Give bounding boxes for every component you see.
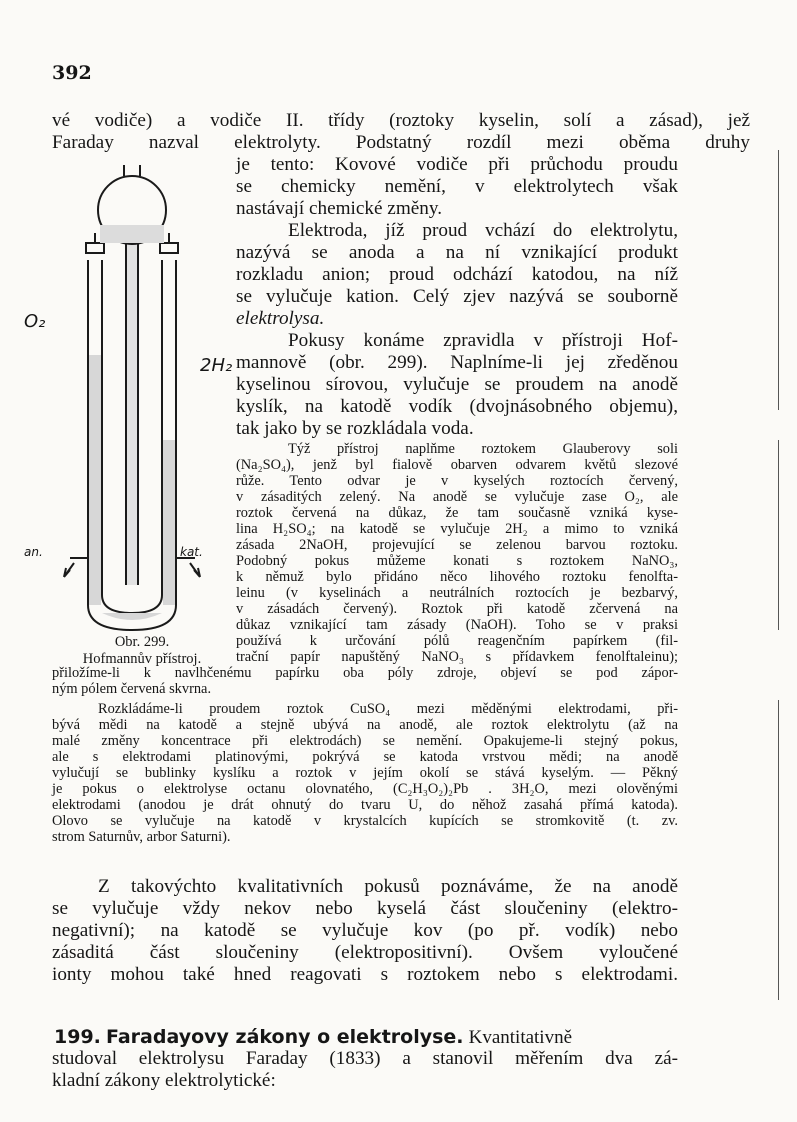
- smallprint-line: používá k určování pólů reagenčním papírkem (fil-: [236, 633, 678, 649]
- text-line: kladní zákony elektrolytické:: [52, 1070, 276, 1091]
- section-heading-tail: Kvantitativně: [468, 1027, 573, 1048]
- margin-mark: [778, 150, 779, 410]
- smallprint-line: růže. Tento odvar je v kyselých roztocích červený,: [236, 473, 678, 489]
- smallprint-line: k němuž bylo přidáno něco lihového roztoku fenolfta-: [236, 569, 678, 585]
- smallprint-line: Podobný pokus můžeme konati s roztokem NaNO₃,: [236, 553, 678, 569]
- text-line: Pokusy konáme zpravidla v přístroji Hof-: [288, 330, 678, 351]
- smallprint-line: bývá mědi na katodě a stejně ubývá na anodě, ale roztok elektrolytu (až na: [52, 717, 678, 733]
- smallprint-line: elektrodami (anodou je drát ohnutý do tvaru U, do něhož zasahá přímá katoda).: [52, 797, 678, 813]
- smallprint-line: důkaz vznikající tam zásady (NaOH). Toho se v praksi: [236, 617, 678, 633]
- text-line: tak jako by se rozkládala voda.: [236, 418, 474, 439]
- text-line: Faraday nazval elektrolyty. Podstatný rozdíl mezi oběma druhy: [52, 132, 750, 153]
- smallprint-line: v zásadách červený). Roztok při katodě zčervená na: [236, 601, 678, 617]
- smallprint-line: lina H₂SO₄; na katodě se vylučuje 2H₂ a mimo to vzniká: [236, 521, 678, 537]
- text-line: kyslík, na katodě vodík (dvojnásobného objemu),: [236, 396, 678, 417]
- text-line: kyselinou sírovou, vylučuje se proudem na anodě: [236, 374, 678, 395]
- text-line: se vylučuje kation. Celý zjev nazývá se souborně: [236, 286, 678, 307]
- smallprint-line: (Na₂SO₄), jenž byl fialově obarven odvarem květů slezové: [236, 457, 678, 473]
- text-line: negativní); na katodě se vylučuje kov (po př. vodík) nebo: [52, 920, 678, 941]
- text-line: studoval elektrolysu Faraday (1833) a stanovil měřením dva zá-: [52, 1048, 678, 1069]
- label-hydrogen: 2H₂: [200, 355, 233, 376]
- text-line: nastávají chemické změny.: [236, 198, 442, 219]
- anode-arrow: [64, 563, 74, 577]
- cathode-arrow: [190, 563, 200, 577]
- smallprint-line: malé změny koncentrace při elektrodách) se nemění. Opakujeme-li stejný pokus,: [52, 733, 678, 749]
- section-heading: [54, 1026, 744, 1049]
- smallprint-line: přiložíme-li k navlhčenému papírku oba póly zdroje, objeví se pod zápor-: [52, 665, 678, 681]
- smallprint-line: leinu (v kyselinách a neutrálních roztocích je bezbarvý,: [236, 585, 678, 601]
- smallprint-line: trační papír napuštěný NaNO₃ s přídavkem fenolftaleinu);: [236, 649, 678, 665]
- hofmann-apparatus-figure: [24, 165, 233, 640]
- smallprint-line: Olovo se vylučuje na katodě v krystalcích kupících se stromkovitě (t. zv.: [52, 813, 678, 829]
- label-cathode: kat.: [180, 545, 203, 559]
- section-number: 199.: [54, 1026, 101, 1048]
- smallprint-line: Týž přístroj naplňme roztokem Glauberovy soli: [288, 441, 678, 457]
- section-title: Faradayovy zákony o elektrolyse.: [105, 1026, 464, 1048]
- smallprint-line: vylučují se bublinky kyslíku a roztok v jejím okolí se stává kyselým. — Pěkný: [52, 765, 678, 781]
- figure-caption-number: Obr. 299.: [114, 634, 170, 650]
- text-line: ionty mohou také hned reagovati s roztokem nebo s elektrodami.: [52, 964, 678, 985]
- figure-caption-title: Hofmannův přístroj.: [82, 651, 202, 667]
- smallprint-line: ale s elektrodami platinovými, pokrývá se katoda vrstvou mědi; na anodě: [52, 749, 678, 765]
- text-line: se chemicky nemění, v elektrolytech však: [236, 176, 678, 197]
- text-line: vé vodiče) a vodiče II. třídy (roztoky kyselin, solí a zásad), jež: [52, 110, 750, 131]
- figure-caption: [52, 634, 232, 668]
- text-line: elektrolysa.: [236, 308, 325, 329]
- smallprint-line: v zásaditých zelený. Na anodě se vylučuje zase O₂, ale: [236, 489, 678, 505]
- smallprint-line: zásada 2NaOH, projevující se zelenou barvou roztoku.: [236, 537, 678, 553]
- page-number: 392: [52, 62, 92, 84]
- text-line: Elektroda, jíž proud vchází do elektrolytu,: [288, 220, 678, 241]
- margin-mark: [778, 440, 779, 630]
- smallprint-line: ným pólem červená skvrna.: [52, 681, 212, 697]
- text-line: nazývá se anoda a na ní vznikající produkt: [236, 242, 678, 263]
- text-line: rozkladu anion; proud odchází katodou, na níž: [236, 264, 678, 285]
- label-anode: an.: [24, 545, 43, 559]
- left-stopcock: [86, 243, 104, 253]
- bulb-neck: [124, 165, 140, 176]
- smallprint-line: strom Saturnův, arbor Saturni).: [52, 829, 231, 845]
- smallprint-line: roztok červená na důkaz, že tam současně vzniká kyse-: [236, 505, 678, 521]
- text-line: je tento: Kovové vodiče při průchodu proudu: [236, 154, 678, 175]
- right-stopcock: [160, 243, 178, 253]
- margin-mark: [778, 700, 779, 1000]
- text-line: Z takovýchto kvalitativních pokusů poznáváme, že na anodě: [98, 876, 678, 897]
- text-line: zásaditá část sloučeniny (elektropositivní). Ovšem vyloučené: [52, 942, 678, 963]
- text-line: se vylučuje vždy nekov nebo kyselá část sloučeniny (elektro-: [52, 898, 678, 919]
- text-line: mannově (obr. 299). Naplníme-li jej zředěnou: [236, 352, 678, 373]
- smallprint-line: Rozkládáme-li proudem roztok CuSO₄ mezi měděnými elektrodami, při-: [98, 701, 678, 717]
- smallprint-line: je pokus o elektrolyse octanu olovnatého, (C₂H₃O₂)₂Pb . 3H₂O, mezi olověnými: [52, 781, 678, 797]
- label-oxygen: O₂: [24, 311, 46, 332]
- hofmann-apparatus-drawing: [40, 165, 225, 640]
